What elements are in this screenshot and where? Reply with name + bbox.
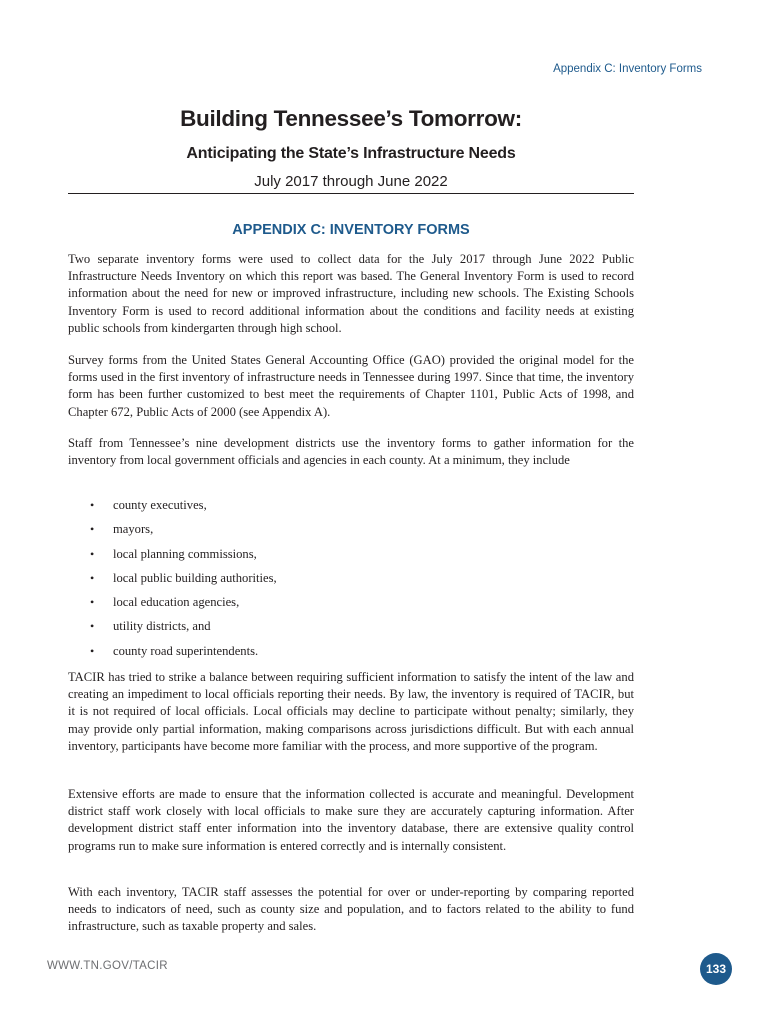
paragraph-text: Extensive efforts are made to ensure that the information collected is accurate and meaningful. Development district staff work closely with local officials to make sure they are accurately capturing information. After development district staff enter information into the inventory database, there are extensive quality control programs run to make sure information is entered correctly and is internally consistent. bbox=[68, 787, 634, 853]
list-item bbox=[68, 643, 634, 667]
list-item bbox=[68, 618, 634, 642]
bullet-icon: • bbox=[90, 570, 95, 585]
bullet-icon: • bbox=[90, 595, 95, 610]
list-item bbox=[68, 594, 634, 618]
page-number-badge: 133 bbox=[700, 953, 732, 985]
title-divider bbox=[68, 193, 634, 194]
list-item-text: county executives, bbox=[113, 498, 207, 512]
list-item-text: mayors, bbox=[113, 522, 154, 537]
bullet-icon: • bbox=[90, 546, 95, 561]
officials-list bbox=[68, 497, 634, 667]
paragraph-text: With each inventory, TACIR staff assesses the potential for over or under-reporting by comparing reported needs to indicators of need, such as county size and population, and to factors related to the ability to fund infrastructure, such as taxable property and sales. bbox=[68, 885, 634, 934]
paragraph-text: Two separate inventory forms were used to collect data for the July 2017 through June 2022 Public Infrastructure Needs Inventory on which this report was based. The General Inventory Form is used to record information about the need for new or improved infrastructure, including new schools. The Existing Schools Inventory Form is used to record additional information about the conditions and facility needs at existing public schools from kindergarten through high school. bbox=[68, 252, 634, 335]
list-item-text: county road superintendents. bbox=[113, 643, 259, 658]
footer-url[interactable]: WWW.TN.GOV/TACIR bbox=[47, 960, 168, 972]
list-item-text: local education agencies, bbox=[113, 595, 240, 610]
list-item bbox=[68, 521, 634, 545]
bullet-icon: • bbox=[90, 498, 95, 512]
paragraph-text: Staff from Tennessee’s nine development districts use the inventory forms to gather information for the inventory from local government officials and agencies in each county. At a minimum, they include bbox=[68, 436, 634, 468]
paragraph-text: TACIR has tried to strike a balance between requiring sufficient information to satisfy the intent of the law and creating an impediment to local officials reporting their needs. By law, the inventory is required of TACIR, but it is not required of local officials. Local officials may decline to participate without penalty; similarly, they may provide only partial information, making comparisons across jurisdictions difficult. But with each annual inventory, participants have become more familiar with the process, and more supportive of the program. bbox=[68, 670, 634, 753]
list-item-text: local planning commissions, bbox=[113, 546, 257, 561]
bullet-icon: • bbox=[90, 522, 95, 537]
section-heading: APPENDIX C: INVENTORY FORMS bbox=[232, 222, 470, 238]
paragraph-tacir-balance bbox=[68, 669, 634, 755]
paragraph-text: Survey forms from the United States General Accounting Office (GAO) provided the original model for the forms used in the first inventory of infrastructure needs in Tennessee during 1997. Since that time, the inventory form has been further customized to best meet the requirements of Chapter 1101, Public Acts of 1998, and Chapter 672, Public Acts of 2000 (see Appendix A). bbox=[68, 353, 634, 419]
date-range: July 2017 through June 2022 bbox=[254, 173, 448, 190]
paragraph-gao-forms bbox=[68, 352, 634, 421]
list-item bbox=[68, 497, 634, 521]
list-item bbox=[68, 546, 634, 570]
document-title: Building Tennessee’s Tomorrow: bbox=[180, 106, 522, 131]
paragraph-inventory-forms bbox=[68, 251, 634, 337]
paragraph-extensive-efforts bbox=[68, 786, 634, 855]
paragraph-development-districts bbox=[68, 435, 634, 469]
list-item-text: local public building authorities, bbox=[113, 570, 277, 585]
paragraph-reporting-assessment bbox=[68, 884, 634, 936]
bullet-icon: • bbox=[90, 619, 95, 634]
list-item-text: utility districts, and bbox=[113, 619, 211, 634]
running-head: Appendix C: Inventory Forms bbox=[553, 63, 702, 75]
bullet-icon: • bbox=[90, 643, 95, 658]
list-item bbox=[68, 570, 634, 594]
document-subtitle: Anticipating the State’s Infrastructure Needs bbox=[186, 145, 516, 162]
